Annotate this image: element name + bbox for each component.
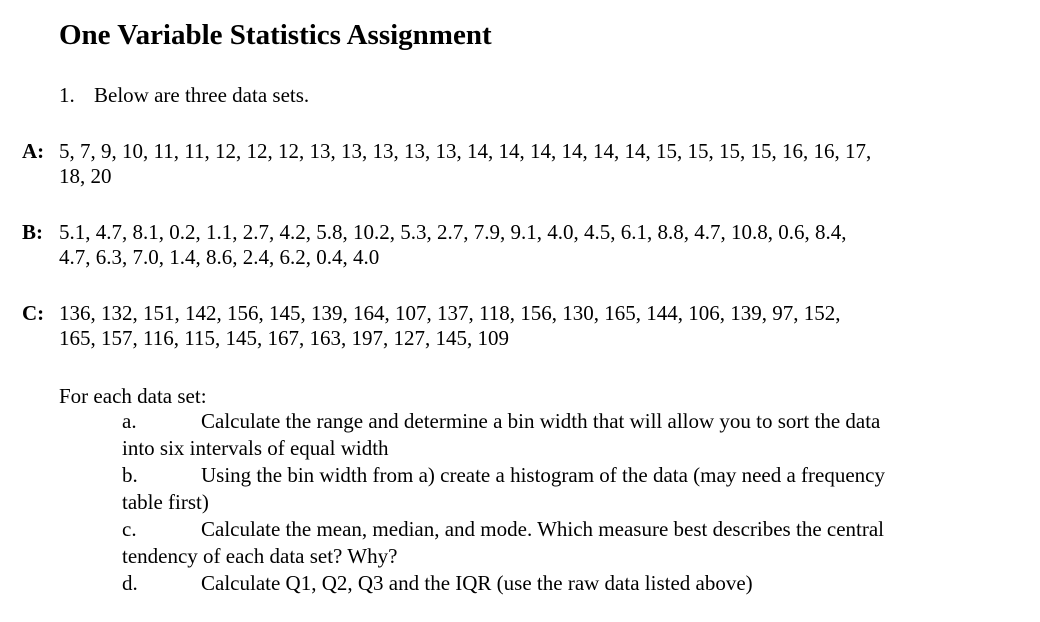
question-text: Below are three data sets.	[94, 83, 310, 107]
task-d	[122, 570, 1022, 597]
task-text-line2: into six intervals of equal width	[122, 436, 389, 460]
dataset-values-line1: 5.1, 4.7, 8.1, 0.2, 1.1, 2.7, 4.2, 5.8, 10.2, 5.3, 2.7, 7.9, 9.1, 4.0, 4.5, 6.1, 8.8, 4.7, 10.8, 0.6, 8.4,	[59, 220, 847, 244]
question-1	[59, 82, 309, 108]
task-text-line1: Using the bin width from a) create a histogram of the data (may need a frequency	[201, 463, 885, 487]
dataset-values-line2: 18, 20	[59, 164, 112, 188]
dataset-label: B:	[22, 220, 43, 244]
dataset-values-line2: 165, 157, 116, 115, 145, 167, 163, 197, 127, 145, 109	[59, 326, 509, 350]
task-letter: b.	[122, 463, 138, 487]
task-letter: c.	[122, 517, 137, 541]
dataset-values-line1: 136, 132, 151, 142, 156, 145, 139, 164, 107, 137, 118, 156, 130, 165, 144, 106, 139, 97, 152,	[59, 301, 841, 325]
dataset-label: A:	[22, 139, 45, 163]
task-text-line1: Calculate the range and determine a bin width that will allow you to sort the data	[201, 409, 881, 433]
task-b	[122, 462, 1022, 516]
task-text-line1: Calculate the mean, median, and mode. Which measure best describes the central	[201, 517, 885, 541]
dataset-values-line1: 5, 7, 9, 10, 11, 11, 12, 12, 12, 13, 13, 13, 13, 13, 14, 14, 14, 14, 14, 14, 15, 15, 15, 15, 16, 16, 17,	[59, 139, 872, 163]
task-a	[122, 408, 1022, 462]
instructions-intro: For each data set:	[59, 384, 207, 408]
question-number: 1.	[59, 83, 75, 107]
dataset-b	[22, 220, 847, 270]
task-text-line2: table first)	[122, 490, 209, 514]
dataset-a	[22, 139, 871, 189]
task-text-line1: Calculate Q1, Q2, Q3 and the IQR (use the raw data listed above)	[201, 571, 753, 595]
task-letter: d.	[122, 571, 138, 595]
page-title: One Variable Statistics Assignment	[59, 19, 492, 51]
task-text-line2: tendency of each data set? Why?	[122, 544, 398, 568]
task-c	[122, 516, 1022, 570]
dataset-c	[22, 301, 840, 351]
dataset-values-line2: 4.7, 6.3, 7.0, 1.4, 8.6, 2.4, 6.2, 0.4, 4.0	[59, 245, 380, 269]
dataset-label: C:	[22, 301, 45, 325]
task-list	[122, 408, 1022, 597]
task-letter: a.	[122, 409, 137, 433]
